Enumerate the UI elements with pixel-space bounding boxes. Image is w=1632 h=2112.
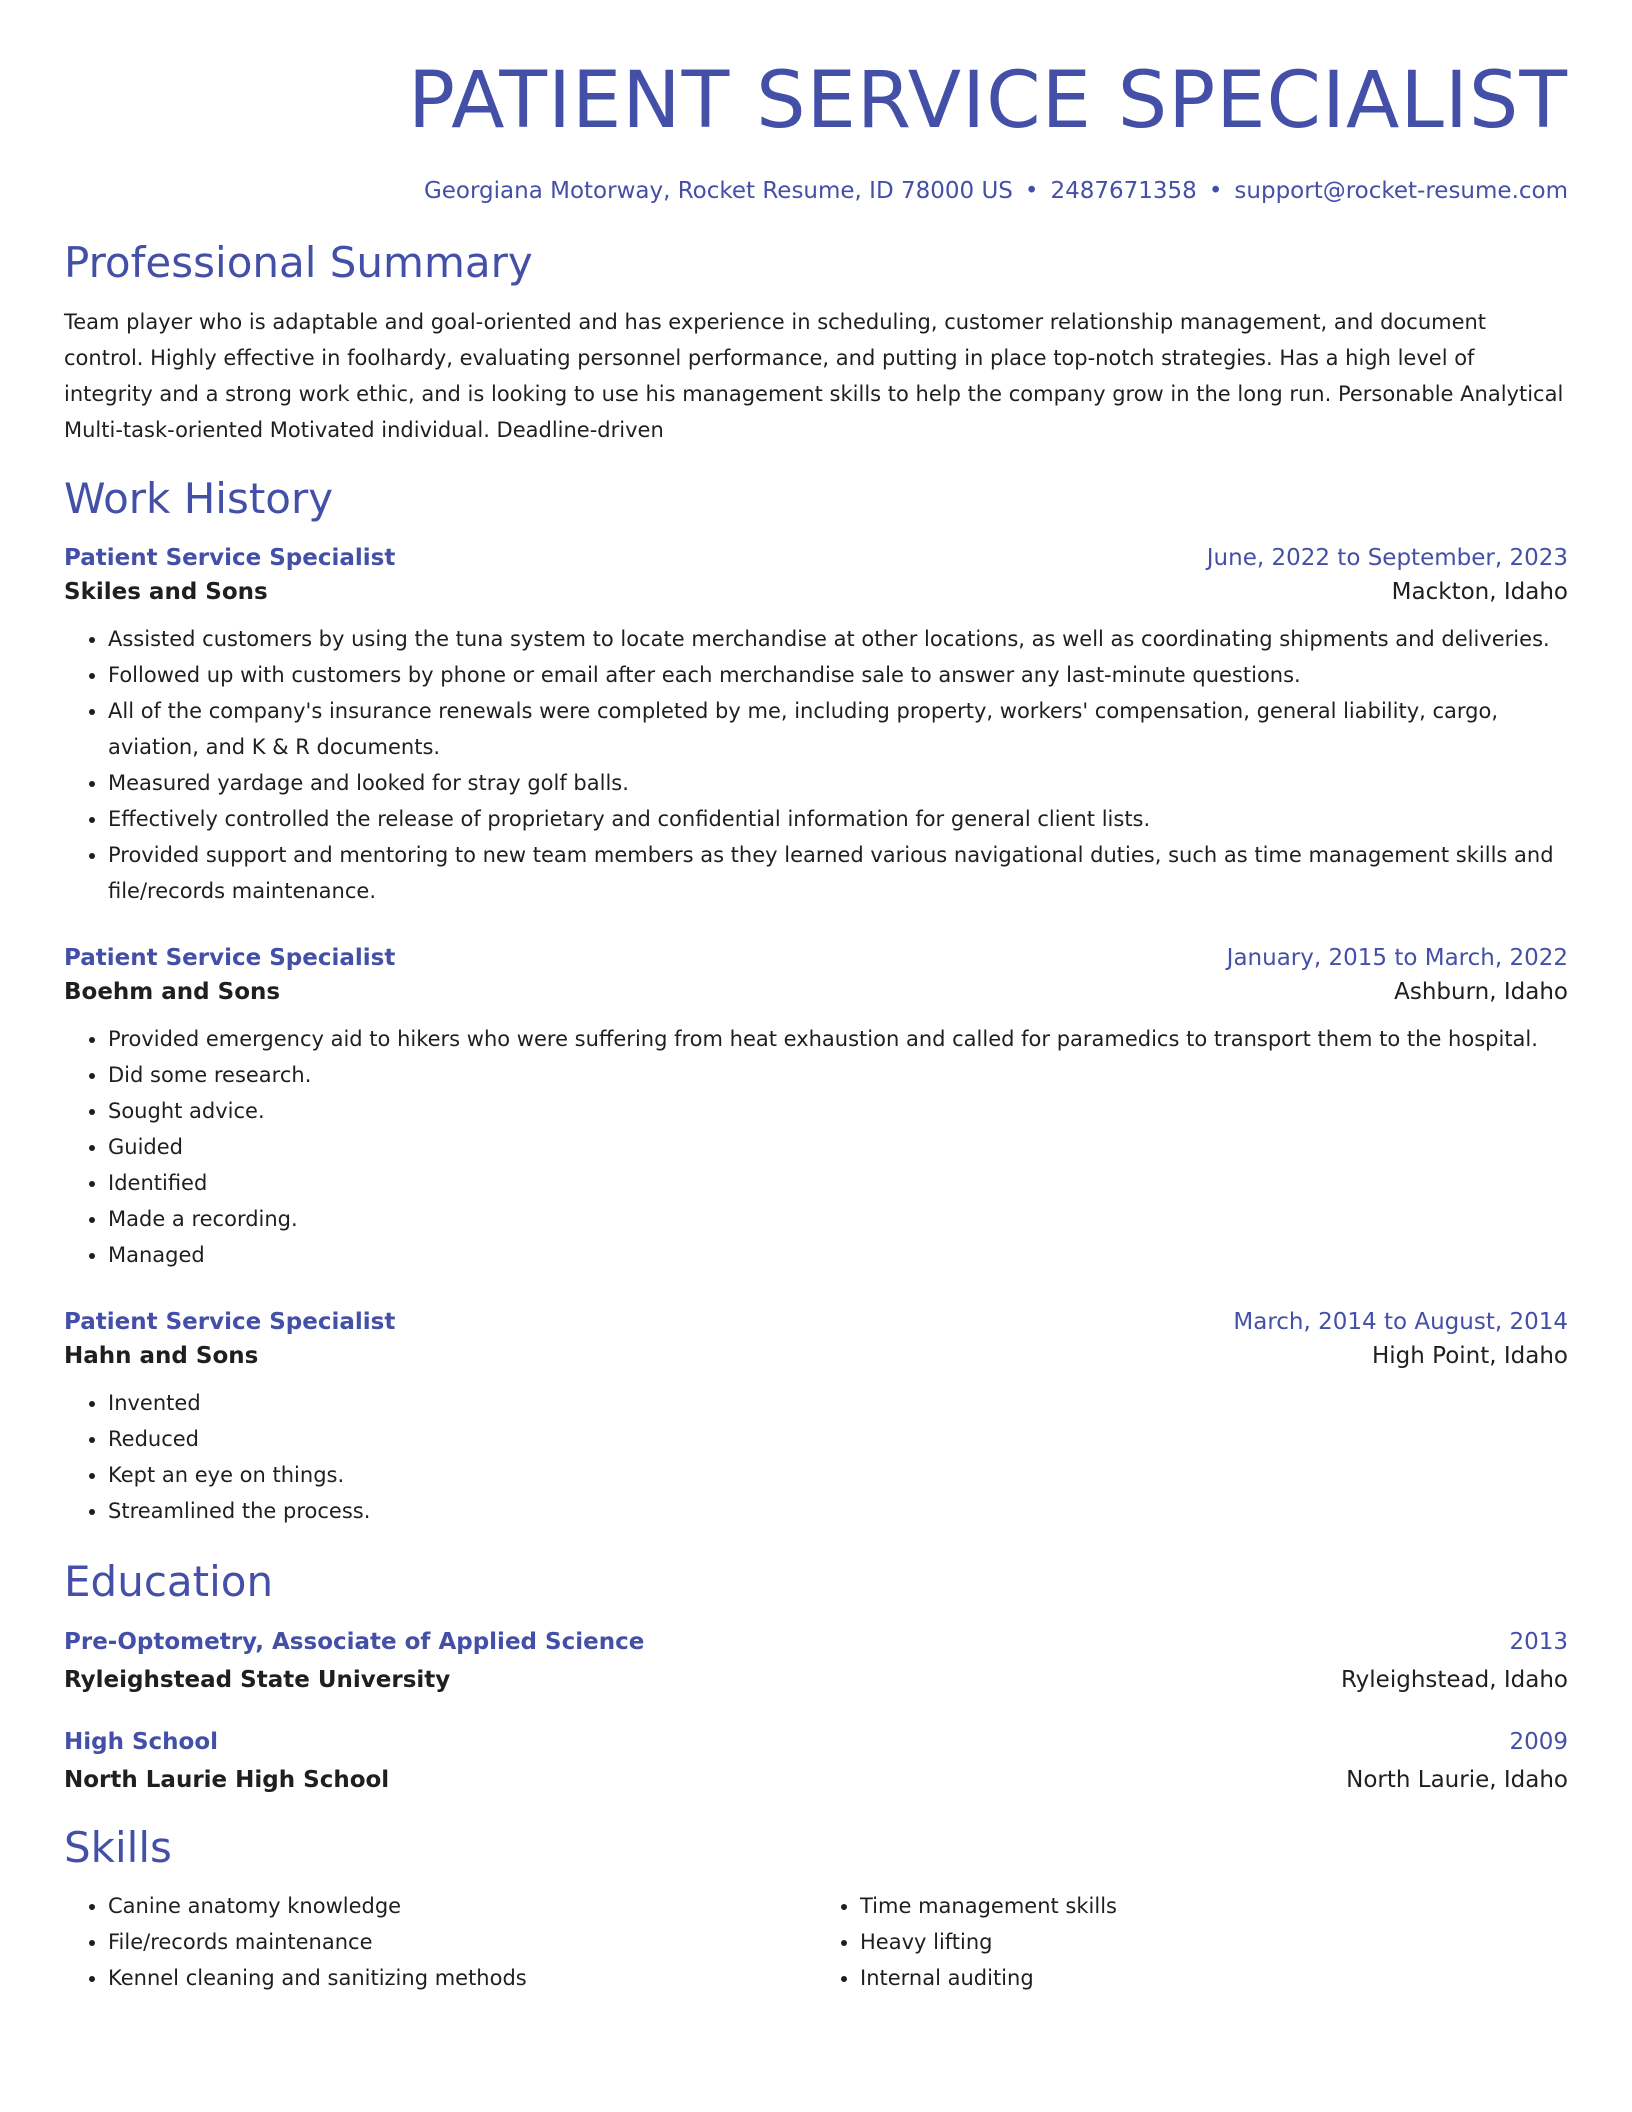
education-entry [64, 1629, 1568, 1693]
job-company: Boehm and Sons [64, 978, 281, 1005]
skills-column-right [816, 1888, 1568, 1996]
job-dates: January, 2015 to March, 2022 [1226, 944, 1568, 971]
job-bullet: • Sought advice. [108, 1093, 1568, 1129]
contact-phone: 2487671358 [1050, 178, 1197, 204]
job-location: Ashburn, Idaho [1394, 978, 1568, 1005]
education-year: 2013 [1509, 1629, 1568, 1656]
education-location: North Laurie, Idaho [1346, 1767, 1568, 1794]
job-dates: March, 2014 to August, 2014 [1233, 1308, 1568, 1335]
job-entry [64, 945, 1568, 1273]
skill-item: • Internal auditing [860, 1960, 1568, 1996]
skills-list [64, 1888, 1568, 1996]
job-bullet: • Followed up with customers by phone or email after each merchandise sale to answer any last-minute questions. [108, 657, 1568, 693]
job-bullets [64, 1021, 1568, 1273]
contact-line [64, 178, 1568, 204]
work-history-heading: Work History [64, 474, 334, 524]
education-year: 2009 [1509, 1729, 1568, 1756]
job-bullet: • All of the company's insurance renewals were completed by me, including property, workers' compensation, general liability, cargo, aviation, and K & R documents. [108, 693, 1568, 765]
job-role: Patient Service Specialist [64, 1308, 396, 1335]
job-role: Patient Service Specialist [64, 544, 396, 571]
job-bullet: • Did some research. [108, 1057, 1568, 1093]
job-bullet: • Measured yardage and looked for stray golf balls. [108, 765, 1568, 801]
skills-column-left [64, 1888, 816, 1996]
job-dates: June, 2022 to September, 2023 [1206, 544, 1568, 571]
job-bullet: • Provided support and mentoring to new team members as they learned various navigational duties, such as time management skills and file/records maintenance. [108, 837, 1568, 909]
contact-separator: • [1024, 178, 1039, 204]
summary-text: Team player who is adaptable and goal-oriented and has experience in scheduling, customer relationship management, and document control. Highly effective in foolhardy, evaluating personnel performance, and putting in place top-notch strategies. Has a high level of integrity and a strong work ethic, and is looking to use his management skills to help the company grow in the long run. Personable Analytical Multi-task-oriented Motivated individual. Deadline-driven [64, 310, 1564, 443]
education-school: North Laurie High School [64, 1767, 390, 1794]
job-bullet: • Reduced [108, 1421, 1568, 1457]
job-bullet: • Assisted customers by using the tuna system to locate merchandise at other locations, as well as coordinating shipments and deliveries. [108, 621, 1568, 657]
skill-item: • Canine anatomy knowledge [108, 1888, 816, 1924]
contact-email: support@rocket-resume.com [1234, 178, 1568, 204]
job-bullet: • Effectively controlled the release of proprietary and confidential information for general client lists. [108, 801, 1568, 837]
job-entry [64, 1309, 1568, 1529]
education-school: Ryleighstead State University [64, 1667, 451, 1694]
skill-item: • Heavy lifting [860, 1924, 1568, 1960]
job-location: High Point, Idaho [1371, 1342, 1568, 1369]
contact-separator: • [1208, 178, 1223, 204]
job-entry [64, 545, 1568, 909]
education-degree: High School [64, 1729, 219, 1756]
contact-address: Georgiana Motorway, Rocket Resume, ID 78000 US [423, 178, 1013, 204]
job-bullet: • Guided [108, 1129, 1568, 1165]
job-bullet: • Made a recording. [108, 1201, 1568, 1237]
job-company: Skiles and Sons [64, 578, 268, 605]
job-bullets [64, 621, 1568, 909]
education-location: Ryleighstead, Idaho [1340, 1667, 1568, 1694]
skill-item: • Kennel cleaning and sanitizing methods [108, 1960, 816, 1996]
job-bullets [64, 1385, 1568, 1529]
job-bullet: • Identified [108, 1165, 1568, 1201]
summary-heading: Professional Summary [64, 238, 533, 287]
education-entry [64, 1729, 1568, 1793]
job-company: Hahn and Sons [64, 1342, 259, 1369]
job-bullet: • Provided emergency aid to hikers who were suffering from heat exhaustion and called for paramedics to transport them to the hospital. [108, 1021, 1568, 1057]
skill-item: • Time management skills [860, 1888, 1568, 1924]
job-bullet: • Managed [108, 1237, 1568, 1273]
job-bullet: • Streamlined the process. [108, 1493, 1568, 1529]
education-degree: Pre-Optometry, Associate of Applied Science [64, 1629, 645, 1656]
job-bullet: • Kept an eye on things. [108, 1457, 1568, 1493]
skill-item: • File/records maintenance [108, 1924, 816, 1960]
resume-title: PATIENT SERVICE SPECIALIST [408, 56, 1568, 146]
job-role: Patient Service Specialist [64, 944, 396, 971]
education-heading: Education [64, 1556, 274, 1606]
skills-heading: Skills [64, 1823, 172, 1873]
job-bullet: • Invented [108, 1385, 1568, 1421]
job-location: Mackton, Idaho [1391, 578, 1568, 605]
